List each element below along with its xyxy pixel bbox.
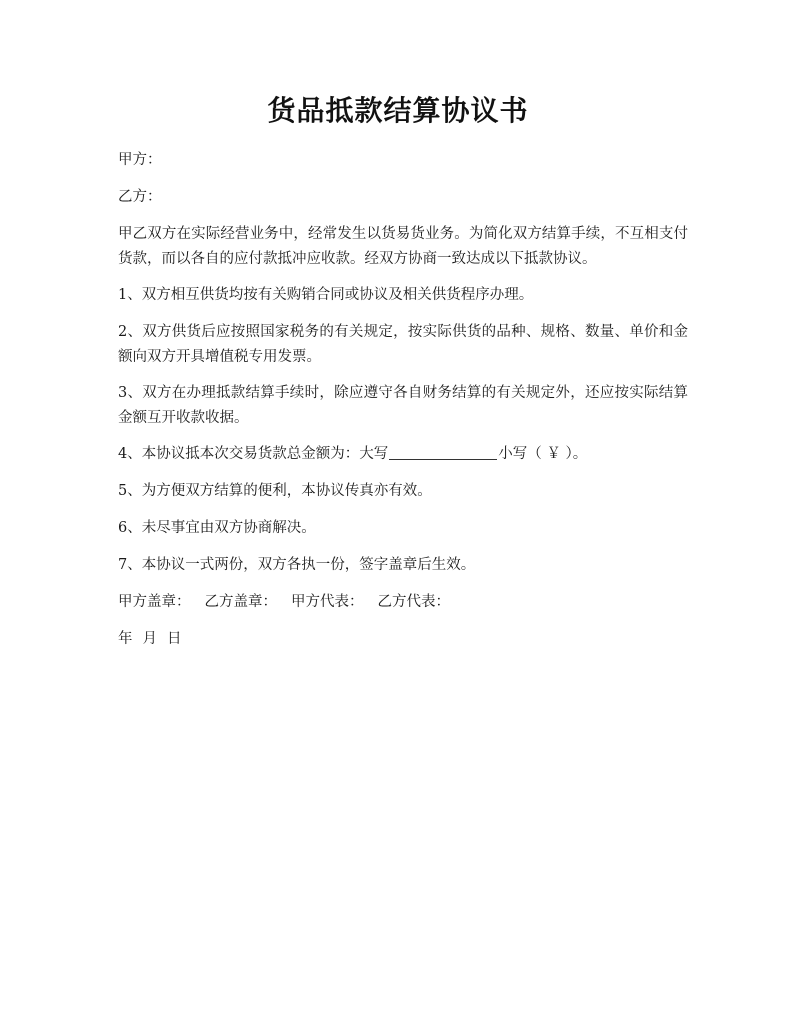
clause-4-suffix: 小写（ ￥ ）。 — [498, 446, 588, 462]
amount-blank-line — [389, 443, 497, 460]
clause-7: 7、本协议一式两份，双方各执一份，签字盖章后生效。 — [118, 557, 476, 573]
party-b-rep-label: 乙方代表： — [377, 594, 450, 610]
clause-2: 2、双方供货后应按照国家税务的有关规定，按实际供货的品种、规格、数量、单价和金额向双方开具增值税专用发票。 — [118, 324, 688, 365]
clause-6: 6、未尽事宜由双方协商解决。 — [118, 520, 316, 536]
document-body — [118, 148, 688, 664]
date-month: 月 — [142, 631, 157, 647]
clause-1: 1、双方相互供货均按有关购销合同或协议及相关供货程序办理。 — [118, 287, 534, 303]
document-title: 货品抵款结算协议书 — [267, 94, 529, 127]
party-a-rep-label: 甲方代表： — [291, 594, 364, 610]
clause-3: 3、双方在办理抵款结算手续时，除应遵守各自财务结算的有关规定外，还应按实际结算金额互开收款收据。 — [118, 385, 688, 426]
party-b-line: 乙方： — [118, 189, 162, 205]
clause-4-prefix: 4、本协议抵本次交易货款总金额为：大写 — [118, 446, 389, 462]
date-day: 日 — [167, 631, 182, 647]
date-row — [118, 627, 688, 652]
clause-4 — [118, 442, 688, 467]
intro-paragraph: 甲乙双方在实际经营业务中，经常发生以货易货业务。为简化双方结算手续，不互相支付货款，而以各自的应付款抵冲应收款。经双方协商一致达成以下抵款协议。 — [118, 226, 688, 267]
party-b-seal-label: 乙方盖章： — [204, 594, 277, 610]
party-a-seal-label: 甲方盖章： — [118, 594, 191, 610]
date-year: 年 — [118, 631, 133, 647]
signature-row — [118, 590, 688, 615]
party-a-line: 甲方： — [118, 152, 162, 168]
clause-5: 5、为方便双方结算的便利，本协议传真亦有效。 — [118, 483, 432, 499]
